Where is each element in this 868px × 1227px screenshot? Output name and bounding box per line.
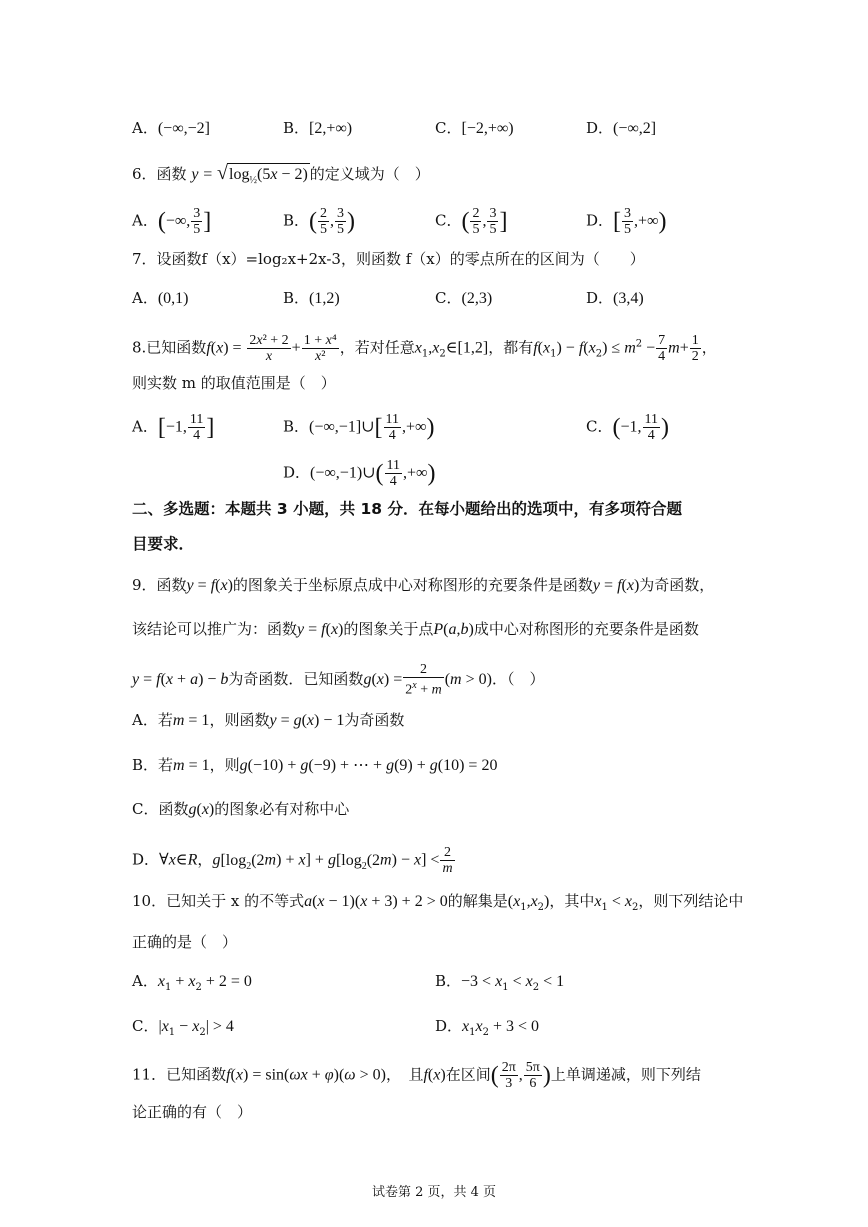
q9-option-c: C．函数g(x)的图象必有对称中心 [132,800,350,818]
q8-option-d: D．(−∞,−1)∪( $\frac{11}{4}$ ,+∞) [283,458,436,489]
q8-stem-line2: 则实数 m 的取值范围是（ ） [132,374,336,392]
q7-option-b: B．(1,2) [283,289,340,307]
q5-option-a: A．(−∞,−2] [132,119,210,137]
q10-option-c: C．$|x_1 - x_2| > 4$ [132,1017,234,1038]
q10-stem-line1: 10．已知关于 x 的不等式a(x − 1)(x + 3) + 2 > 0的解集是$(x_1,x_2)$，其中$x_1 < x_2$，则下列结论中 [132,892,744,913]
q8-stem: 8.已知函数f(x) = $\frac{\text{2x² + 2}}{x}$ + $\frac{\text{1 + x⁴}}{\text{x²}}$ ，若对任意$x_1,x_2\in[1,2]$，都有$f(x_1) - f(x_2) \le m^2$ − $\frac{7}{4}$ m+ $\frac{1}{2}$ ， [132,333,717,364]
q7-option-c: C．(2,3) [435,289,493,307]
q7-option-a: A．(0,1) [132,289,189,307]
q8-option-a: A．[−1, $\frac{11}{4}$ ] [132,412,215,443]
q5-option-b: B．[2,+∞) [283,119,353,137]
q9-stem-line1: 9．函数y = f(x)的图象关于坐标原点成中心对称图形的充要条件是函数y = f(x)为奇函数， [132,576,715,594]
section2-heading: 二、多选题：本题共 3 小题，共 18 分．在每小题给出的选项中，有多项符合题 [132,500,682,518]
q9-option-b: B．若m = 1，则g(−10) + g(−9) + ⋯ + g(9) + g(10) = 20 [132,756,498,774]
q9-stem-line3: y = f(x + a) − b为奇函数．已知函数g(x) = $\frac{2}{2^x + m}$ (m > 0)．（ ） [132,662,545,698]
q6-option-a: A．(−∞, $\frac{3}{5}$ ] [132,206,212,237]
page-footer: 试卷第 2 页，共 4 页 [371,1185,497,1200]
q7-stem: 7．设函数f（x）=log₂x+2x-3，则函数 f（x）的零点所在的区间为（ ） [132,250,645,268]
q10-option-b: B．$-3 < x_1 < x_2 < 1$ [435,972,565,993]
q8-option-c: C．(−1, $\frac{11}{4}$ ) [586,412,669,443]
q5-option-d: D．(−∞,2] [586,119,657,137]
q8-option-b: B．(−∞,−1]∪[ $\frac{11}{4}$ ,+∞) [283,412,435,443]
q6-option-d: D．[ $\frac{3}{5}$ ,+∞) [586,206,667,237]
q7-option-d: D．(3,4) [586,289,644,307]
q9-option-d: D．∀x∈R，$g[\log_2(2m) + x] + g[\log_2(2m) - x]$ < $\frac{2}{m}$ [132,845,453,876]
q5-option-c: C．[−2,+∞) [435,119,514,137]
q10-stem-line2: 正确的是（ ） [132,933,238,951]
section2-heading-line2: 目要求． [132,535,195,553]
q10-option-d: D．$x_1x_2 + 3 < 0$ [435,1017,540,1038]
q10-option-a: A．$x_1 + x_2 + 2 = 0$ [132,972,252,993]
q11-stem-line1: 11．已知函数f(x) = sin(ωx + φ)(ω > 0)， 且f(x)在区间( $\frac{2\pi}{3}$ , $\frac{5\pi}{6}$ )上单调递减，则下列结 [132,1060,701,1091]
q6-option-c: C．( $\frac{2}{5}$ , $\frac{3}{5}$ ] [435,206,508,237]
q11-stem-line2: 论正确的有（ ） [132,1103,253,1121]
q9-option-a: A．若m = 1，则函数y = g(x) − 1为奇函数 [132,711,405,729]
q9-stem-line2: 该结论可以推广为：函数y = f(x)的图象关于点P(a,b)成中心对称图形的充要条件是函数 [132,620,699,638]
q6-stem: 6．函数 $y = √\log_{\frac{1}{2}}(5x - 2)$ 的定义域为（ ） [132,162,430,192]
q6-option-b: B．( $\frac{2}{5}$ , $\frac{3}{5}$ ) [283,206,356,237]
